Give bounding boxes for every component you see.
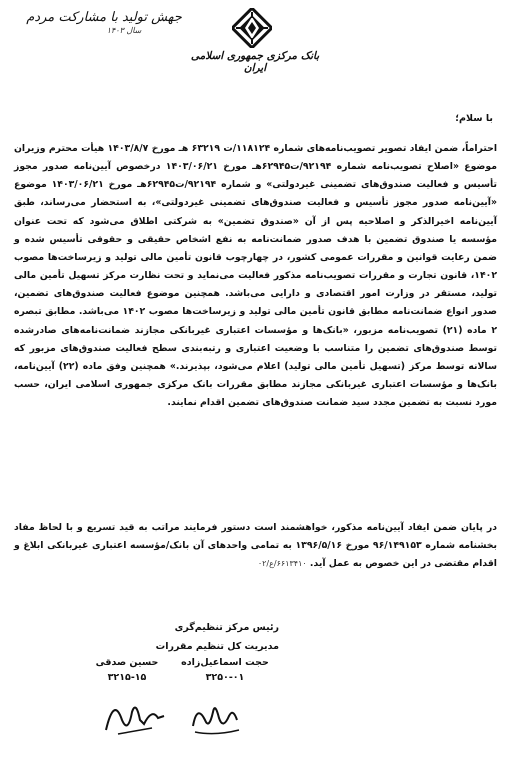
signatory-title-1: رئیس مرکز تنظیم‌گری [174,622,279,633]
signer-left [180,655,270,685]
signatory-title-2: مدیریت کل تنظیم مقررات [155,641,279,652]
salutation: با سلام؛ [455,113,493,124]
central-bank-logo-icon [232,8,272,48]
signer-left-code: ۳۲۵۰-۰۱ [205,672,245,683]
letter-closing [14,519,497,574]
letter-body: احتراماً، ضمن ایفاد تصویر تصویب‌نامه‌های شماره ۱۱۸۱۲۴/ت ۶۳۲۱۹ هـ مورخ ۱۴۰۳/۸/۷ هیأت محترم وزیران موضوع «اصلاح تصویب‌نامه شماره ۹۲۱۹۴/ت۶۲۹۴۵هـ مورخ ۱۴۰۳/۰۶/۲۱ درخصوص آیین‌نامه صدور مجوز تأسیس و فعالیت صندوق‌های تضمینی غیردولتی» و شماره ۹۲۱۹۴/ت۶۲۹۴۵هـ مورخ ۱۴۰۳/۰۶/۲۱ موضوع «آیین‌نامه صدور مجوز تأسیس و فعالیت صندوق‌های تضمینی غیردولتی»، به استحضار می‌رساند، طبق آیین‌نامه اخیرالذکر و اصلاحیه پس از آن «صندوق تضمین» به شرکتی اطلاق می‌شود که تحت عنوان مؤسسه یا صندوق تضمین با هدف صدور ضمانت‌نامه به نفع اشخاص حقیقی و حقوقی تأسیس شده و ضمن رعایت قوانین و مقررات عمومی کشور، در چهارچوب قانون تأمین مالی تولید و زیرساخت‌ها مصوب ۱۴۰۲، قانون تجارت و مقررات تصویب‌نامه مذکور فعالیت می‌نماید و تحت نظارت مرکز تسهیل تأمین مالی تولید، مستقر در وزارت امور اقتصادی و دارایی می‌باشد. همچنین موضوع فعالیت صندوق‌های تضمین، صدور انواع ضمانت‌نامه مطابق قانون تأمین مالی تولید و زیرساخت‌ها مصوب ۱۴۰۲ می‌باشد. مطابق تبصره ۲ ماده (۲۱) تصویب‌نامه مزبور، «بانک‌ها و مؤسسات اعتباری غیربانکی مجازند ضمانت‌نامه‌های صادرشده توسط صندوق‌های تضمین را متناسب با وضعیت اعتباری و رتبه‌بندی سطح فعالیت صندوق‌های مزبور که سالانه توسط مرکز (تسهیل تأمین مالی تولید) اعلام می‌شود، بپذیرند.» همچنین وفق ماده (۲۲) آیین‌نامه، بانک‌ها و مؤسسات اعتباری غیربانکی مجازند مطابق مقررات بانک مرکزی جمهوری اسلامی ایران، حسب مورد نسبت به تضمین مجدد سید ضمانت صندوق‌های تضمین اقدام نمایند. [14,143,497,409]
slogan-year: سال ۱۴۰۳ [106,26,142,35]
closing-text: در پایان ضمن ایفاد آیین‌نامه مذکور، خواهشمند است دستور فرمایند مراتب به قید تسریع و با لحاظ مفاد بخشنامه شماره ۹۶/۱۴۹۱۵۳ مورخ ۱۳۹۶/۵/۱۶ به تمامی واحدهای آن بانک/مؤسسه اعتباری غیربانکی ابلاغ و اقدام مقتضی در این خصوص به عمل آید. [14,522,497,570]
slogan-text: جهش تولید با مشارکت مردم [26,10,182,25]
slogan-stamp [14,10,194,36]
reference-number: ۶۶۱۳۴۱۰/ع/۰۲ [257,559,307,569]
signature-mark-right [100,690,170,740]
signature-mark-left [185,690,245,740]
signer-right [92,655,162,685]
bank-name: بانک مرکزی جمهوری اسلامی ایران [190,50,320,74]
signer-right-name: حسین صدقی [95,657,159,668]
signer-right-code: ۳۲۱۵-۱۵ [107,672,147,683]
signer-left-name: حجت اسماعیل‌زاده [181,657,269,668]
